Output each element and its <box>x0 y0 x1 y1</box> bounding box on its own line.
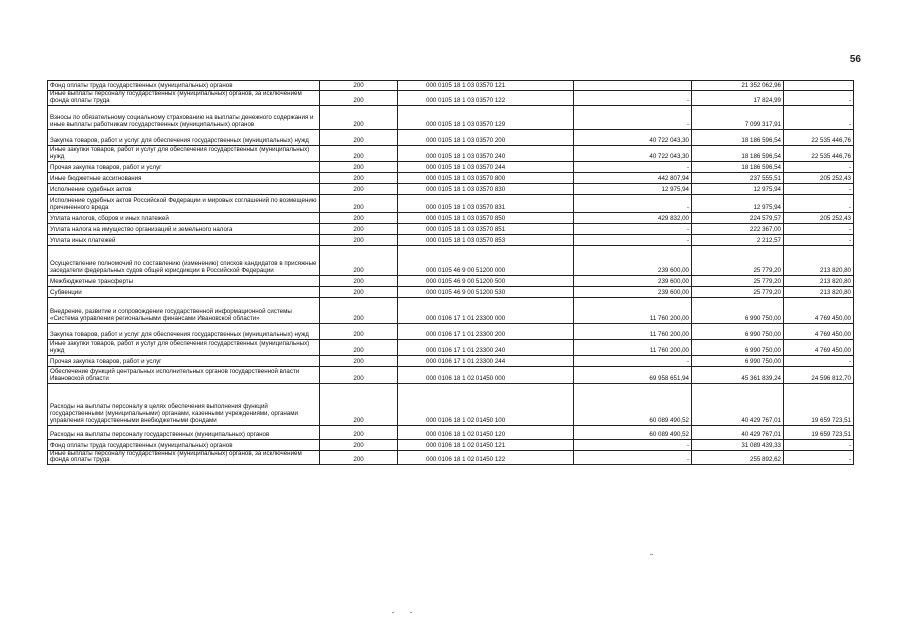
executed-amount: 6 990 750,00 <box>692 297 784 323</box>
unexecuted-amount: 19 659 723,51 <box>784 425 854 439</box>
table-row <box>48 450 854 465</box>
executed-amount: 21 352 062,96 <box>692 81 784 91</box>
budget-classification-code: 000 0105 18 1 03 03570 800 <box>398 172 574 183</box>
line-code: 200 <box>320 275 398 286</box>
table-row <box>48 194 854 212</box>
table-row <box>48 366 854 383</box>
line-code: 200 <box>320 439 398 450</box>
executed-amount: 17 824,99 <box>692 91 784 106</box>
approved-amount: - <box>574 194 692 212</box>
line-code: 200 <box>320 183 398 194</box>
unexecuted-amount: 213 820,80 <box>784 286 854 297</box>
row-label: Осуществление полномочий по составлению (изменению) списков кандидатов в присяжные заседатели федеральных судов общей юрисдикции в Российской Федерации <box>48 245 320 275</box>
budget-classification-code: 000 0105 46 9 00 51200 000 <box>398 245 574 275</box>
page-number: 56 <box>849 54 861 65</box>
line-code: 200 <box>320 234 398 245</box>
unexecuted-amount: 213 820,80 <box>784 275 854 286</box>
executed-amount: 40 429 767,01 <box>692 425 784 439</box>
row-label: Обеспечение функций центральных исполнительных органов государственной власти Ивановской области <box>48 366 320 383</box>
unexecuted-amount: - <box>784 439 854 450</box>
approved-amount: - <box>574 439 692 450</box>
row-label: Исполнение судебных актов Российской Федерации и мировых соглашений по возмещению причиненного вреда <box>48 194 320 212</box>
approved-amount: 60 089 490,52 <box>574 383 692 425</box>
executed-amount: 25 779,20 <box>692 275 784 286</box>
line-code: 200 <box>320 105 398 129</box>
unexecuted-amount: 22 535 446,76 <box>784 145 854 161</box>
executed-amount: 25 779,20 <box>692 286 784 297</box>
executed-amount: 7 099 317,91 <box>692 105 784 129</box>
executed-amount: 222 367,00 <box>692 223 784 234</box>
scan-speck <box>650 554 653 555</box>
line-code: 200 <box>320 450 398 465</box>
row-label: Иные выплаты персоналу государственных (муниципальных) органов, за исключением фонда оплаты труда <box>48 91 320 106</box>
table-row <box>48 223 854 234</box>
unexecuted-amount: 205 252,43 <box>784 212 854 223</box>
approved-amount: 239 600,00 <box>574 286 692 297</box>
table-row <box>48 161 854 172</box>
line-code: 200 <box>320 383 398 425</box>
budget-classification-code: 000 0105 46 9 00 51200 530 <box>398 286 574 297</box>
budget-classification-code: 000 0105 18 1 03 03570 244 <box>398 161 574 172</box>
unexecuted-amount: 19 659 723,51 <box>784 383 854 425</box>
approved-amount: 12 975,94 <box>574 183 692 194</box>
table-row <box>48 145 854 161</box>
line-code: 200 <box>320 355 398 366</box>
scan-speck <box>392 612 394 613</box>
unexecuted-amount: 4 769 450,00 <box>784 323 854 339</box>
line-code: 200 <box>320 245 398 275</box>
budget-classification-code: 000 0106 18 1 02 01450 121 <box>398 439 574 450</box>
table-row <box>48 81 854 91</box>
approved-amount: 429 832,00 <box>574 212 692 223</box>
approved-amount: - <box>574 355 692 366</box>
unexecuted-amount: 213 820,80 <box>784 245 854 275</box>
budget-classification-code: 000 0106 18 1 02 01450 100 <box>398 383 574 425</box>
row-label: Иные закупки товаров, работ и услуг для обеспечения государственных (муниципальных) нужд <box>48 145 320 161</box>
row-label: Иные выплаты персоналу государственных (муниципальных) органов, за исключением фонда оплаты труда <box>48 450 320 465</box>
line-code: 200 <box>320 212 398 223</box>
approved-amount: - <box>574 234 692 245</box>
approved-amount: 442 807,94 <box>574 172 692 183</box>
approved-amount: 40 722 043,30 <box>574 129 692 145</box>
approved-amount: 239 600,00 <box>574 275 692 286</box>
line-code: 200 <box>320 91 398 106</box>
row-label: Взносы по обязательному социальному страхованию на выплаты денежного содержания и иные выплаты работникам государственных (муниципальных) органов <box>48 105 320 129</box>
row-label: Расходы на выплаты персоналу в целях обеспечения выполнения функций государственными (муниципальными) органами, казенными учреждениями, органами управления государственными внебюджетными фондами <box>48 383 320 425</box>
table-row <box>48 339 854 355</box>
approved-amount: 239 600,00 <box>574 245 692 275</box>
line-code: 200 <box>320 366 398 383</box>
table-row <box>48 286 854 297</box>
table-row <box>48 323 854 339</box>
approved-amount: 11 760 200,00 <box>574 323 692 339</box>
row-label: Исполнение судебных актов <box>48 183 320 194</box>
table-row <box>48 383 854 425</box>
unexecuted-amount: 22 535 446,76 <box>784 129 854 145</box>
unexecuted-amount: - <box>784 161 854 172</box>
row-label: Фонд оплаты труда государственных (муниципальных) органов <box>48 81 320 91</box>
budget-classification-code: 000 0106 17 1 01 23300 200 <box>398 323 574 339</box>
approved-amount: - <box>574 105 692 129</box>
executed-amount: 31 089 439,33 <box>692 439 784 450</box>
approved-amount: - <box>574 91 692 106</box>
line-code: 200 <box>320 161 398 172</box>
table-row <box>48 425 854 439</box>
row-label: Прочая закупка товаров, работ и услуг <box>48 161 320 172</box>
executed-amount: 45 361 839,24 <box>692 366 784 383</box>
row-label: Межбюджетные трансферты <box>48 275 320 286</box>
budget-classification-code: 000 0105 18 1 03 03570 850 <box>398 212 574 223</box>
budget-classification-code: 000 0105 18 1 03 03570 240 <box>398 145 574 161</box>
unexecuted-amount: - <box>784 234 854 245</box>
line-code: 200 <box>320 286 398 297</box>
approved-amount: - <box>574 161 692 172</box>
executed-amount: 255 892,62 <box>692 450 784 465</box>
unexecuted-amount: - <box>784 105 854 129</box>
executed-amount: 12 975,94 <box>692 183 784 194</box>
budget-classification-code: 000 0105 18 1 03 03570 129 <box>398 105 574 129</box>
row-label: Уплата иных платежей <box>48 234 320 245</box>
line-code: 200 <box>320 172 398 183</box>
table-row <box>48 105 854 129</box>
table-row <box>48 355 854 366</box>
row-label: Иные закупки товаров, работ и услуг для обеспечения государственных (муниципальных) нужд <box>48 339 320 355</box>
approved-amount: 40 722 043,30 <box>574 145 692 161</box>
unexecuted-amount: 4 769 450,00 <box>784 297 854 323</box>
approved-amount: 11 760 200,00 <box>574 339 692 355</box>
approved-amount: 11 760 200,00 <box>574 297 692 323</box>
line-code: 200 <box>320 194 398 212</box>
row-label: Расходы на выплаты персоналу государственных (муниципальных) органов <box>48 425 320 439</box>
budget-classification-code: 000 0105 18 1 03 03570 851 <box>398 223 574 234</box>
table-row <box>48 91 854 106</box>
unexecuted-amount: - <box>784 183 854 194</box>
executed-amount: 6 990 750,00 <box>692 355 784 366</box>
row-label: Уплата налогов, сборов и иных платежей <box>48 212 320 223</box>
row-label: Фонд оплаты труда государственных (муниципальных) органов <box>48 439 320 450</box>
row-label: Уплата налога на имущество организаций и земельного налога <box>48 223 320 234</box>
budget-classification-code: 000 0106 18 1 02 01450 122 <box>398 450 574 465</box>
unexecuted-amount: - <box>784 223 854 234</box>
budget-classification-code: 000 0106 18 1 02 01450 000 <box>398 366 574 383</box>
line-code: 200 <box>320 129 398 145</box>
budget-classification-code: 000 0105 18 1 03 03570 121 <box>398 81 574 91</box>
approved-amount: - <box>574 223 692 234</box>
budget-classification-code: 000 0106 18 1 02 01450 120 <box>398 425 574 439</box>
line-code: 200 <box>320 81 398 91</box>
budget-classification-code: 000 0106 17 1 01 23300 244 <box>398 355 574 366</box>
line-code: 200 <box>320 223 398 234</box>
unexecuted-amount: - <box>784 450 854 465</box>
executed-amount: 237 555,51 <box>692 172 784 183</box>
budget-classification-code: 000 0106 17 1 01 23300 000 <box>398 297 574 323</box>
line-code: 200 <box>320 425 398 439</box>
budget-classification-code: 000 0105 18 1 03 03570 831 <box>398 194 574 212</box>
approved-amount: 60 089 490,52 <box>574 425 692 439</box>
table-row <box>48 297 854 323</box>
approved-amount: 69 958 651,94 <box>574 366 692 383</box>
line-code: 200 <box>320 297 398 323</box>
scan-speck <box>410 612 412 613</box>
table-row <box>48 245 854 275</box>
row-label: Внедрение, развитие и сопровождение государственной информационной системы «Система управления региональными финансами Ивановской области» <box>48 297 320 323</box>
unexecuted-amount <box>784 81 854 91</box>
executed-amount: 6 990 750,00 <box>692 323 784 339</box>
table-row <box>48 129 854 145</box>
row-label: Прочая закупка товаров, работ и услуг <box>48 355 320 366</box>
unexecuted-amount: - <box>784 91 854 106</box>
executed-amount: 18 186 596,54 <box>692 145 784 161</box>
line-code: 200 <box>320 323 398 339</box>
executed-amount: 12 975,94 <box>692 194 784 212</box>
table-row <box>48 183 854 194</box>
table-row <box>48 439 854 450</box>
executed-amount: 25 779,20 <box>692 245 784 275</box>
budget-classification-code: 000 0105 18 1 03 03570 200 <box>398 129 574 145</box>
row-label: Субвенции <box>48 286 320 297</box>
unexecuted-amount: 24 596 812,70 <box>784 366 854 383</box>
executed-amount: 224 579,57 <box>692 212 784 223</box>
executed-amount: 18 186 596,54 <box>692 161 784 172</box>
unexecuted-amount: 205 252,43 <box>784 172 854 183</box>
executed-amount: 40 429 767,01 <box>692 383 784 425</box>
budget-classification-code: 000 0106 17 1 01 23300 240 <box>398 339 574 355</box>
budget-classification-code: 000 0105 18 1 03 03570 122 <box>398 91 574 106</box>
unexecuted-amount: - <box>784 194 854 212</box>
table-row <box>48 234 854 245</box>
budget-execution-table <box>47 80 854 465</box>
table-row <box>48 275 854 286</box>
executed-amount: 18 186 596,54 <box>692 129 784 145</box>
line-code: 200 <box>320 339 398 355</box>
unexecuted-amount: 4 769 450,00 <box>784 339 854 355</box>
row-label: Закупка товаров, работ и услуг для обеспечения государственных (муниципальных) нужд <box>48 323 320 339</box>
unexecuted-amount: - <box>784 355 854 366</box>
approved-amount: - <box>574 450 692 465</box>
line-code: 200 <box>320 145 398 161</box>
executed-amount: 2 212,57 <box>692 234 784 245</box>
table-row <box>48 212 854 223</box>
budget-classification-code: 000 0105 18 1 03 03570 853 <box>398 234 574 245</box>
row-label: Закупка товаров, работ и услуг для обеспечения государственных (муниципальных) нужд <box>48 129 320 145</box>
table-row <box>48 172 854 183</box>
budget-classification-code: 000 0105 18 1 03 03570 830 <box>398 183 574 194</box>
approved-amount <box>574 81 692 91</box>
row-label: Иные бюджетные ассигнования <box>48 172 320 183</box>
executed-amount: 6 990 750,00 <box>692 339 784 355</box>
budget-classification-code: 000 0105 46 9 00 51200 500 <box>398 275 574 286</box>
